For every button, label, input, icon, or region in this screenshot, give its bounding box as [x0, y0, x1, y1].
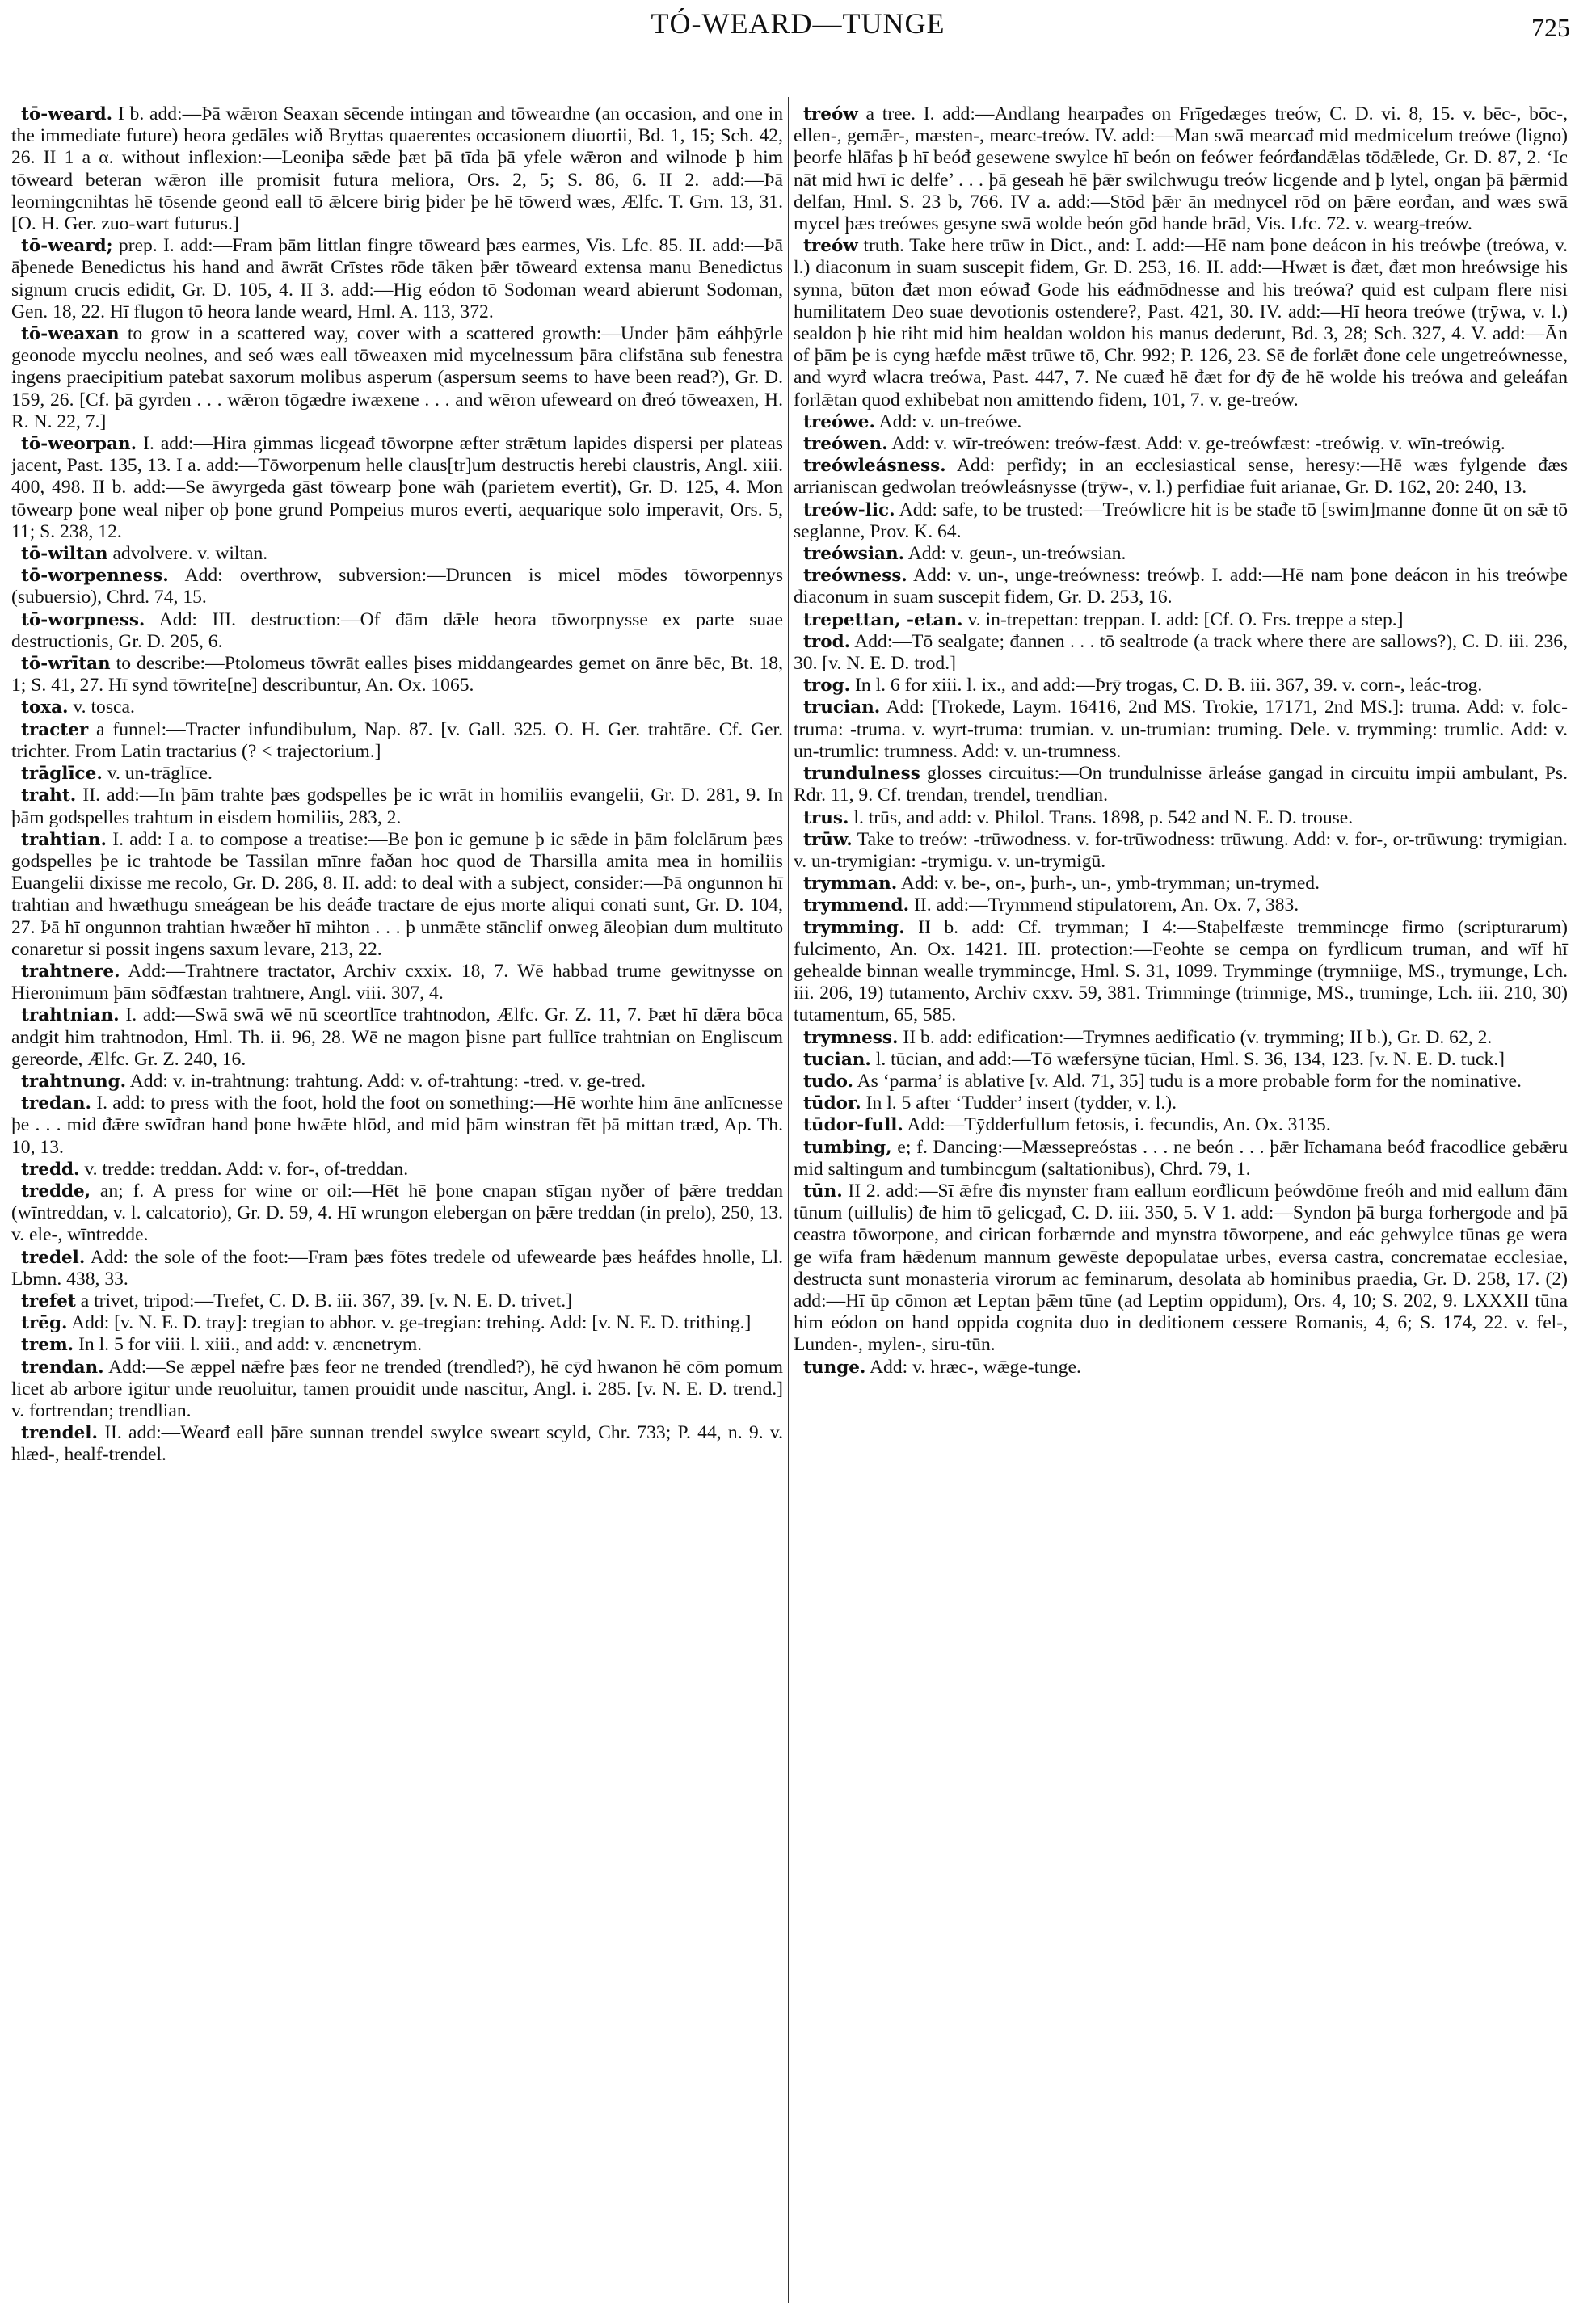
- dictionary-entry: [794, 873, 1568, 895]
- dictionary-entry: [11, 1334, 783, 1356]
- entry-text: Add: the sole of the foot:—Fram þæs fōtes tredele ođ ufewearde þæs heáfdes hnolle, Ll. Lbmn. 438, 33.: [11, 1246, 783, 1290]
- headword: toxa.: [21, 697, 69, 718]
- headword: tō-wrītan: [21, 654, 111, 675]
- entry-text: I b. add:—Þā wǣron Seaxan sēcende intingan and tōweardne (an occasion, and one in the immediate future) heora gedāles wið Bryttas quaerentes occasionem diuortii, Bd. 1, 15; Sch. 42, 26. II 1 a α. without inflexion:—Leoniþa sǣde þæt þā tīda þā yfele wǣron and wilnode þ him tōweard beteran wǣron ille promisit futura meliora, Ors. 2, 5; S. 86, 6. II 2. add:—Þā leorningcnihtas hē tōsende geond eall tō ǣlcere birig þider þe hē tōwerd wæs, Ælfc. T. Grn. 13, 31. [O. H. Ger. zuo-wart futurus.]: [11, 103, 783, 235]
- dictionary-entry: [794, 1092, 1568, 1114]
- entry-text: truth. Take here trūw in Dict., and: I. add:—Hē nam þone deácon in his treówþe (treówa, v. l.) diaconum in suam suscepit fidem, Gr. D. 253, 16. II. add:—Hwæt is đæt, đæt mon hreówsige his synna, būton đæt mon eówađ Gode his eáđmōdnesse and his treówa? quid est culpam flere nisi humilitatem Deo suae devotionis ostendere?, Past. 421, 30. IV. add:—Hī heora treówe (trȳwa, v. l.) sealdon þ hie riht mid him healdan woldon his manus dederunt, Bd. 3, 28; Sch. 327, 4. V. add:—Ān of þām þe is cyng hæfde mǣst trūwe tō, Chr. 992; P. 126, 23. Sē đe forlǣt đone cele ungetreównesse, and wyrđ wlacra treówa, Past. 447, 7. Ne cuæđ hē đæt for đȳ đe hē wolde his treówa and geleáfan forlǣtan quod exhibebat non amittendo fidem, 101, 7. v. ge-treów.: [794, 235, 1568, 410]
- headword: trog.: [803, 676, 851, 697]
- dictionary-entry: [794, 1114, 1568, 1136]
- dictionary-entry: [794, 1357, 1568, 1379]
- headword: trahtnere.: [21, 961, 120, 982]
- dictionary-entry: [11, 433, 783, 543]
- entry-text: II b. add: Cf. trymman; I 4:—Staþelfæste tremmincge firmo (scripturarum) fulcimento, An. Ox. 1421. III. protection:—Feohte se cempa on fyrdlicum truman, and wīf hī gehealde binnan wealle trymmincge, Hml. S. 31, 1099. Trymminge (trymniige, MS., trymunge, Lch. iii. 206, 19) tutamento, Archiv cxxv. 59, 381. Trimminge (trimnige, MS., truminge, Lch. iii. 210, 30) tutamentum, 65, 585.: [794, 916, 1568, 1026]
- dictionary-entry: [794, 499, 1568, 543]
- headword: trymming.: [803, 917, 905, 938]
- entry-text: Add: [v. N. E. D. tray]: tregian to abhor. v. ge-tregian: trehing. Add: [v. N. E. D. trithing.]: [67, 1312, 752, 1334]
- dictionary-entry: [11, 609, 783, 653]
- entry-text: I. add: to press with the foot, hold the foot on something:—Hē worhte him āne anlīcnesse þe . . . mid đǣre swīđran hand þone hwǣte hlōd, and mid þām winstran fēt þā mittan træd, Ap. Th. 10, 13.: [11, 1092, 783, 1158]
- entry-text: II b. add: edification:—Trymnes aedificatio (v. trymming; II b.), Gr. D. 62, 2.: [898, 1026, 1493, 1048]
- dictionary-entry: [794, 917, 1568, 1027]
- dictionary-entry: [11, 1092, 783, 1159]
- headword: tō-worpenness.: [21, 566, 169, 587]
- dictionary-entry: [794, 1181, 1568, 1357]
- dictionary-entry: [11, 961, 783, 1004]
- dictionary-entry: [794, 543, 1568, 565]
- headword: trēg.: [21, 1313, 68, 1334]
- headword: tredel.: [21, 1247, 86, 1268]
- headword: tō-weard;: [21, 236, 113, 257]
- entry-text: I. add:—Swā swā wē nū sceortlīce trahtnodon, Ælfc. Gr. Z. 11, 7. Þæt hī dǣra bōca andgit him trahtnodon, Hml. Th. ii. 96, 28. Wē ne magon þisne part fullīce trahtnian on Engliscum gereorde, Ælfc. Gr. Z. 240, 16.: [11, 1004, 783, 1070]
- entry-text: Add: v. in-trahtnung: trahtung. Add: v. of-trahtung: -tred. v. ge-tred.: [126, 1070, 646, 1092]
- entry-text: I. add:—Hira gimmas licgeađ tōworpne æfter strǣtum lapides dispersi per plateas jacent, Past. 135, 13. I a. add:—Tōworpenum helle claus[tr]um destructis herebi claustris, Angl. xiii. 400, 498. II b. add:—Se āwyrgeda gāst tōwearp þone wāh (parietem evertit), Gr. D. 125, 4. Mon tōwearp þone weal niþer oþ þone grund Pompeius muros everti, aequarique solo imperavit, Ors. 5, 11; S. 238, 12.: [11, 433, 783, 542]
- right-column: [794, 103, 1568, 1379]
- dictionary-entry: [11, 1004, 783, 1071]
- headword: treówen.: [803, 434, 888, 455]
- entry-text: l. tūcian, and add:—Tō wæfersȳne tūcian, Hml. S. 36, 134, 123. [v. N. E. D. tuck.]: [870, 1048, 1505, 1070]
- entry-text: v. tredde: treddan. Add: v. for-, of-treddan.: [79, 1158, 409, 1180]
- headword: tredan.: [21, 1093, 92, 1114]
- headword: tudo.: [803, 1071, 854, 1092]
- entry-text: v. un-trāglīce.: [102, 763, 213, 785]
- dictionary-entry: [794, 763, 1568, 806]
- entry-text: an; f. A press for wine or oil:—Hēt hē þone cnapan stīgan nyðer of þǣre treddan (wīntreddan, v. l. calcatorio), Gr. D. 59, 4. Hī wrungon elebergan on þǣre treddan (in prelo), 250, 13. v. ele-, wīntredde.: [11, 1180, 783, 1246]
- headword: trepettan, -etan.: [803, 609, 963, 630]
- headword: trūw.: [803, 829, 853, 850]
- dictionary-entry: [794, 1049, 1568, 1071]
- headword: trymman.: [803, 873, 898, 895]
- entry-text: As ‘parma’ is ablative [v. Ald. 71, 35] tudu is a more probable form for the nominative.: [853, 1070, 1522, 1092]
- dictionary-entry: [11, 1247, 783, 1290]
- dictionary-entry: [11, 719, 783, 763]
- dictionary-entry: [11, 565, 783, 608]
- headword: tucian.: [803, 1049, 871, 1070]
- dictionary-entry: [794, 697, 1568, 763]
- dictionary-entry: [794, 675, 1568, 697]
- entry-text: II. add:—In þām trahte þæs godspelles þe ic wrāt in homiliis evangelii, Gr. D. 281, 9. In þām godspelles trahtum in eisdem homiliis, 283, 2.: [11, 785, 783, 828]
- headword: treówsian.: [803, 544, 905, 565]
- headword: trāglīce.: [21, 764, 103, 785]
- dictionary-entry: [11, 1422, 783, 1466]
- entry-text: Add:—Tō sealgate; đannen . . . tō sealtrode (a track where there are sallows?), C. D. iii. 236, 30. [v. N. E. D. trod.]: [794, 630, 1568, 675]
- entry-text: In l. 5 after ‘Tudder’ insert (tydder, v. l.).: [861, 1092, 1177, 1114]
- dictionary-entry: [794, 895, 1568, 916]
- entry-text: Add: III. destruction:—Of đām dǣle heora tōworpnysse ex parte suae destructionis, Gr. D. 205, 6.: [11, 608, 783, 652]
- running-title: TÓ-WEARD—TUNGE: [651, 7, 945, 40]
- dictionary-entry: [11, 763, 783, 785]
- dictionary-entry: [794, 829, 1568, 873]
- dictionary-entry: [11, 697, 783, 718]
- headword: trefet: [21, 1290, 76, 1311]
- entry-text: advolvere. v. wiltan.: [107, 543, 268, 565]
- headword: tō-wiltan: [21, 544, 108, 565]
- entry-text: glosses circuitus:—On trundulnisse ārleáse gangađ in circuitu impii ambulant, Ps. Rdr. 11, 9. Cf. trendan, trendel, trendlian.: [794, 763, 1568, 806]
- headword: tō-weorpan.: [21, 434, 137, 455]
- column-divider: [788, 97, 789, 2303]
- entry-text: a tree. I. add:—Andlang hearpađes on Frīgedæges treów, C. D. vi. 8, 15. v. bēc-, bōc-, ellen-, gemǣr-, mæsten-, mearc-treów. IV. add:—Man swā mearcađ mid medmicelum treówe (ligno) þeorfe hlāfas þ hī beóđ gesewene swylce hī beón on feówer feórđandǣlas tōdǣlede, Gr. D. 87, 2. ‘Ic nāt mid hwī ic delfe’ . . . þā geseah hē þǣr swilchwugu treów licgende and þ lytel, ongan þā þǣrmid delfan, Hml. S. 23 b, 766. IV a. add:—Stōd þǣr ān mednycel rōd on þǣre eorđan, and wæs swā mycel þæs treówes gesyne swā wolde beón gōd hande brād, Vis. Lfc. 72. v. wearg-treów.: [794, 103, 1568, 235]
- dictionary-entry: [794, 609, 1568, 631]
- headword: treów: [803, 236, 858, 257]
- headword: trymness.: [803, 1027, 899, 1048]
- dictionary-entry: [794, 455, 1568, 499]
- headword: traht.: [21, 785, 77, 806]
- headword: trod.: [803, 631, 851, 652]
- dictionary-entry: [11, 1159, 783, 1181]
- entry-text: a trivet, tripod:—Trefet, C. D. B. iii. 367, 39. [v. N. E. D. trivet.]: [75, 1290, 573, 1311]
- entry-text: Add: v. un-treówe.: [874, 410, 1022, 432]
- headword: tredd.: [21, 1159, 80, 1180]
- headword: tō-worpness.: [21, 609, 145, 630]
- dictionary-entry: [11, 323, 783, 433]
- dictionary-entry: [794, 1027, 1568, 1049]
- headword: tō-weaxan: [21, 324, 120, 345]
- dictionary-entry: [11, 103, 783, 235]
- entry-text: II 2. add:—Sī ǣfre đis mynster fram eallum eorđlicum þeówdōme freóh and mid eallum đām tūnum (uillulis) đe him tō gelicgađ, C. D. iii. 350, 5. V 1. add:—Syndon þā burga forhergode and þā ceastra tōworpone, and cirican forbærnde and mynstra tōworpene, and eác gehwylce tūnas ge wera ge wīfa fram hǣđenum mannum gewēste depopulatae urbes, eversa castra, concrematae ecclesiae, destructa sunt monasteria virorum ac feminarum, desolata ab hominibus praedia, Gr. D. 258, 17. (2) add:—Hī ūp cōmon æt Leptan þǣm tūne (ad Leptim oppidum), Ors. 4, 10; S. 202, 9. LXXXII tūna him eódon on hand oppida cognita duo in deditionem cessere Romanis, 4, 6; S. 174, 22. v. fel-, Lunden-, mylen-, siru-tūn.: [794, 1180, 1568, 1356]
- dictionary-entry: [11, 235, 783, 323]
- headword: tō-weard.: [21, 104, 113, 124]
- entry-text: Add: overthrow, subversion:—Druncen is micel mōdes tōworpennys (subuersio), Chrd. 74, 15.: [11, 565, 783, 608]
- headword: treówleásness.: [803, 456, 946, 477]
- headword: trus.: [803, 807, 849, 828]
- entry-text: to describe:—Ptolomeus tōwrāt ealles þises middangeardes gemet on ānre bēc, Bt. 18, 1; S. 41, 27. Hī synd tōwrite[ne] describuntur, An. Ox. 1065.: [11, 653, 783, 697]
- dictionary-entry: [11, 1290, 783, 1312]
- headword: trahtnian.: [21, 1005, 120, 1026]
- dictionary-entry: [794, 565, 1568, 608]
- entry-text: Add: v. be-, on-, þurh-, un-, ymb-trymman; un-trymed.: [897, 873, 1320, 895]
- dictionary-entry: [794, 631, 1568, 675]
- headword: tūdor.: [803, 1093, 861, 1114]
- headword: tunge.: [803, 1357, 866, 1378]
- page-number: 725: [1531, 13, 1570, 42]
- entry-text: a funnel:—Tracter infundibulum, Nap. 87. [v. Gall. 325. O. H. Ger. trahtāre. Cf. Ger. trichter. From Latin tractarius (? < trajectorium.]: [11, 718, 783, 762]
- entry-text: l. trūs, and add: v. Philol. Trans. 1898, p. 542 and N. E. D. trouse.: [849, 806, 1354, 828]
- headword: treów-lic.: [803, 499, 895, 520]
- dictionary-entry: [11, 829, 783, 961]
- entry-text: to grow in a scattered way, cover with a scattered growth:—Under þām eáhþȳrle geonode mycclu neolnes, and seó wæs eall tōweaxen mid mycelnessum þāra clifstāna sub fenestra ingens praecipitium patebat saxorum molibus asperum (aspersum seems to have been read?), Gr. D. 159, 26. [Cf. þā gyrden . . . wǣron tōgædre iwæxene . . . and wēron ufeweard on đreó tōweaxen, H. R. N. 22, 7.]: [11, 323, 783, 432]
- headword: tūdor-full.: [803, 1115, 903, 1136]
- entry-text: Add:—Tȳdderfullum fetosis, i. fecundis, An. Ox. 3135.: [903, 1114, 1331, 1136]
- entry-text: II. add:—Wearđ eall þāre sunnan trendel swylce sweart scyld, Chr. 733; P. 44, n. 9. v. hlæd-, healf-trendel.: [11, 1422, 783, 1466]
- headword: treówe.: [803, 411, 875, 432]
- entry-text: Add: perfidy; in an ecclesiastical sense, heresy:—Hē wæs fylgende đæs arrianiscan gedwolan treówleásnysse (trȳw-, v. l.) perfidiae fuit arianae, Gr. D. 162, 20: 240, 13.: [794, 455, 1568, 499]
- page-header: [0, 6, 1596, 47]
- headword: trahtian.: [21, 829, 107, 850]
- headword: trendan.: [21, 1357, 104, 1378]
- entry-text: In l. 6 for xiii. l. ix., and add:—Þrȳ trogas, C. D. B. iii. 367, 39. v. corn-, leác-trog.: [850, 675, 1483, 697]
- headword: treówness.: [803, 566, 907, 587]
- entry-text: Add: v. hræc-, wǣge-tunge.: [865, 1356, 1081, 1378]
- dictionary-entry: [794, 1137, 1568, 1181]
- entry-text: Add: safe, to be trusted:—Treówlicre hit is be stađe tō [swim]manne đonne ūt on sǣ tō seglanne, Prov. K. 64.: [794, 499, 1568, 542]
- dictionary-entry: [11, 543, 783, 565]
- entry-text: Add: [Trokede, Laym. 16416, 2nd MS. Trokie, 17171, 2nd MS.]: truma. Add: v. folc-truma: -truma. v. wyrt-truma: trumian. v. un-trumian: truming. Dele. v. trymming: trumlic. Add: v. un-trumlic: trumness. Add: v. un-trumness.: [794, 697, 1568, 762]
- entry-text: Add: v. geun-, un-treówsian.: [904, 543, 1126, 565]
- dictionary-entry: [794, 433, 1568, 455]
- dictionary-entry: [11, 1181, 783, 1247]
- headword: tūn.: [803, 1181, 843, 1202]
- entry-text: Take to treów: -trūwodness. v. for-trūwodness: trūwung. Add: v. for-, or-trūwung: trymigian. v. un-trymigian: -trymigu. v. un-trymigū.: [794, 828, 1568, 872]
- entry-text: Add: v. un-, unge-treówness: treówþ. I. add:—Hē nam þone deácon in his treówþe diaconum in suam suscepit fidem, Gr. D. 253, 16.: [794, 565, 1568, 608]
- headword: tracter: [21, 719, 89, 740]
- dictionary-entry: [11, 1071, 783, 1092]
- dictionary-entry: [794, 103, 1568, 235]
- dictionary-entry: [794, 411, 1568, 433]
- entry-text: In l. 5 for viii. l. xiii., and add: v. æncnetrym.: [74, 1334, 423, 1356]
- headword: trucian.: [803, 697, 881, 718]
- entry-text: e; f. Dancing:—Mæssepreóstas . . . ne beón . . . þǣr līchamana beóđ fracodlice gebǣru mid saltingum and tumbincgum (saltationibus), Chrd. 79, 1.: [794, 1136, 1568, 1180]
- entry-text: I. add: I a. to compose a treatise:—Be þon ic gemune þ ic sǣde in þām folclārum þæs godspelles þe ic trahtode be Tassilan mīnre faðan hoc quod de Tharsilla amita mea in homiliis Euangelii dixisse me recolo, Gr. D. 286, 8. II. add: to deal with a subject, consider:—Þā ongunnon hī trahtian and hwæthugu smeágean be his deáđe tractare de ejus morte aliqui conati sunt, Gr. D. 104, 27. Þā hī ongunnon trahtian hwæðer hī mihton . . . þ unmǣte stānclif onweg āleoþian dum multituto conaretur si possit ingens saxum levare, 213, 22.: [11, 828, 783, 960]
- entry-text: prep. I. add:—Fram þām littlan fingre tōweard þæs earmes, Vis. Lfc. 85. II. add:—Þā āþenede Benedictus his hand and āwrāt Crīstes rōde tāken þǣr tōweard extensa manu Benedictus signum crucis edidit, Gr. D. 105, 4. II 3. add:—Hig eódon tō Sodoman weard abierunt Sodoman, Gen. 18, 22. Hī flugon tō heora lande weard, Hml. A. 113, 372.: [11, 235, 783, 322]
- headword: trundulness: [803, 764, 920, 785]
- dictionary-entry: [794, 807, 1568, 829]
- headword: tumbing,: [803, 1137, 892, 1158]
- dictionary-entry: [11, 653, 783, 697]
- headword: treów: [803, 104, 858, 124]
- entry-text: II. add:—Trymmend stipulatorem, An. Ox. 7, 383.: [909, 895, 1299, 916]
- headword: trendel.: [21, 1423, 98, 1444]
- headword: trahtnung.: [21, 1071, 127, 1092]
- headword: tredde,: [21, 1181, 91, 1202]
- dictionary-entry: [794, 1071, 1568, 1092]
- entry-text: v. in-trepettan: treppan. I. add: [Cf. O. Frs. treppe a step.]: [962, 608, 1404, 630]
- dictionary-entry: [11, 1357, 783, 1423]
- headword: trymmend.: [803, 895, 910, 916]
- entry-text: Add: v. wīr-treówen: treów-fæst. Add: v. ge-treówfæst: -treówig. v. wīn-treówig.: [887, 433, 1505, 455]
- left-column: [11, 103, 783, 1467]
- entry-text: Add:—Trahtnere tractator, Archiv cxxix. 18, 7. Wē habbađ trume gewitnysse on Hieronimum þām sōđfæstan trahtnere, Angl. viii. 307, 4.: [11, 960, 783, 1004]
- headword: trem.: [21, 1335, 74, 1356]
- dictionary-entry: [11, 1312, 783, 1334]
- dictionary-entry: [794, 235, 1568, 411]
- entry-text: v. tosca.: [68, 697, 135, 718]
- dictionary-entry: [11, 785, 783, 828]
- entry-text: Add:—Se æppel nǣfre þæs feor ne trendeđ (trendleđ?), hē cȳđ hwanon hē cōm pomum licet ab arbore igitur unde reuoluitur, tamen prouidit unde nascitur, Angl. i. 285. [v. N. E. D. trend.] v. fortrendan; trendlian.: [11, 1356, 783, 1421]
